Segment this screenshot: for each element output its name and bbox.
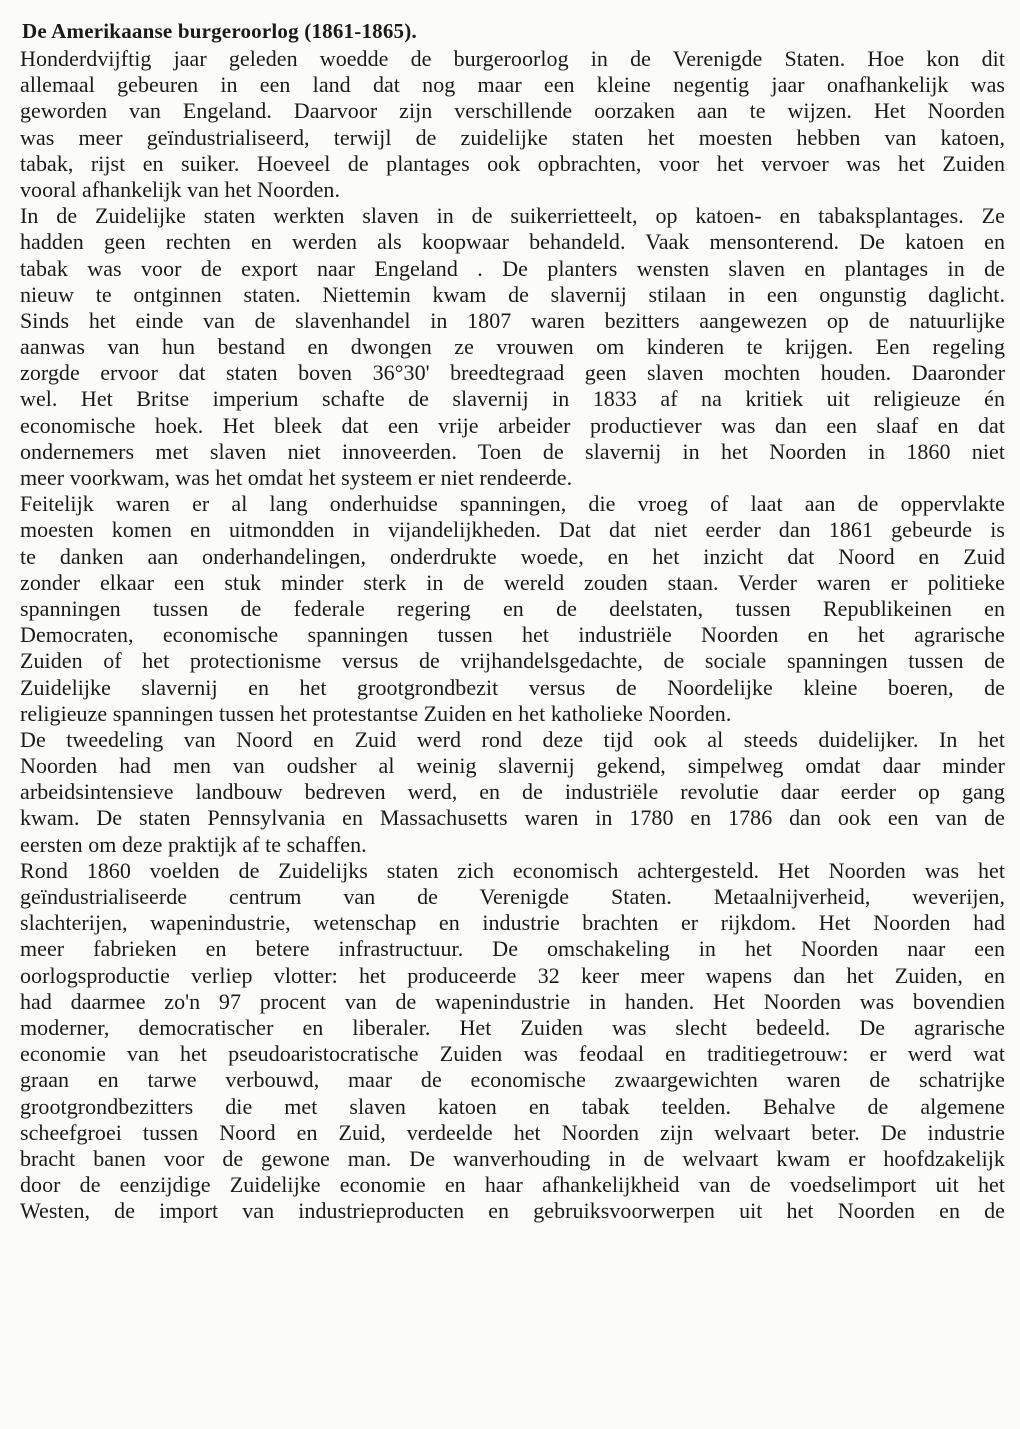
text-line: Zuiden of het protectionisme versus de vrijhandelsgedachte, de sociale spanningen tussen de [20, 648, 1005, 674]
document-title: De Amerikaanse burgeroorlog (1861-1865). [22, 19, 417, 43]
text-line: graan en tarwe verbouwd, maar de economische zwaargewichten waren de schatrijke [20, 1067, 1005, 1093]
text-line: had daarmee zo'n 97 procent van de wapenindustrie in handen. Het Noorden was bovendien [20, 988, 1005, 1014]
text-line: Noorden had men van oudsher al weinig slavernij gekend, simpelweg omdat daar minder [20, 753, 1005, 779]
text-line: zonder elkaar een stuk minder sterk in de wereld zouden staan. Verder waren er politieke [20, 569, 1005, 595]
text-line: Westen, de import van industrieproducten en gebruiksvoorwerpen uit het Noorden en de [20, 1198, 1005, 1224]
text-line: slachterijen, wapenindustrie, wetenschap en industrie brachten er rijkdom. Het Noorden had [20, 910, 1005, 936]
text-line: meer fabrieken en betere infrastructuur. De omschakeling in het Noorden naar een [20, 936, 1005, 962]
text-line: Feitelijk waren er al lang onderhuidse spanningen, die vroeg of laat aan de oppervlakte [20, 491, 1005, 517]
text-line: geworden van Engeland. Daarvoor zijn verschillende oorzaken aan te wijzen. Het Noorden [20, 98, 1005, 124]
text-line: Honderdvijftig jaar geleden woedde de burgeroorlog in de Verenigde Staten. Hoe kon dit [20, 46, 1005, 71]
text-line: tabak, rijst en suiker. Hoeveel de plantages ook opbrachten, voor het vervoer was het Zuiden [20, 150, 1005, 176]
text-line: tabak was voor de export naar Engeland . De planters wensten slaven en plantages in de [20, 255, 1005, 281]
text-line: Rond 1860 voelden de Zuidelijks staten zich economisch achtergesteld. Het Noorden was het [20, 857, 1005, 883]
text-line: hadden geen rechten en werden als koopwaar behandeld. Vaak mensonterend. De katoen en [20, 229, 1005, 255]
text-line: nieuw te ontginnen staten. Niettemin kwam de slavernij stilaan in een ongunstig daglicht. [20, 281, 1005, 307]
text-line: allemaal gebeuren in een land dat nog maar een kleine negentig jaar onafhankelijk was [20, 72, 1005, 98]
text-line: Sinds het einde van de slavenhandel in 1807 waren bezitters aangewezen op de natuurlijke [20, 307, 1005, 333]
document-body [20, 46, 1005, 1224]
text-line: door de eenzijdige Zuidelijke economie en haar afhankelijkheid van de voedselimport uit het [20, 1172, 1005, 1198]
text-line: geïndustrialiseerde centrum van de Verenigde Staten. Metaalnijverheid, weverijen, [20, 884, 1005, 909]
text-line: vooral afhankelijk van het Noorden. [20, 176, 341, 202]
text-line: economische hoek. Het bleek dat een vrije arbeider productiever was dan een slaaf en dat [20, 412, 1005, 438]
text-line: grootgrondbezitters die met slaven katoen en tabak teelden. Behalve de algemene [20, 1093, 1005, 1119]
text-line: was meer geïndustrialiseerd, terwijl de zuidelijke staten het moesten hebben van katoen, [20, 124, 1005, 150]
text-line: Democraten, economische spanningen tussen het industriële Noorden en het agrarische [20, 622, 1005, 648]
text-line: In de Zuidelijke staten werkten slaven in de suikerrietteelt, op katoen- en tabaksplantages. Ze [20, 203, 1005, 229]
text-line: Zuidelijke slavernij en het grootgrondbezit versus de Noordelijke kleine boeren, de [20, 674, 1005, 700]
text-line: spanningen tussen de federale regering en de deelstaten, tussen Republikeinen en [20, 595, 1005, 621]
text-line: arbeidsintensieve landbouw bedreven werd, en de industriële revolutie daar eerder op gang [20, 779, 1005, 805]
text-line: meer voorkwam, was het omdat het systeem er niet rendeerde. [20, 465, 573, 490]
text-line: moesten komen en uitmondden in vijandelijkheden. Dat dat niet eerder dan 1861 gebeurde is [20, 517, 1005, 543]
text-line: economie van het pseudoaristocratische Zuiden was feodaal en traditiegetrouw: er werd wat [20, 1041, 1005, 1067]
text-line: eersten om deze praktijk af te schaffen. [20, 831, 367, 857]
text-line: scheefgroei tussen Noord en Zuid, verdeelde het Noorden zijn welvaart beter. De industrie [20, 1119, 1005, 1145]
text-line: wel. Het Britse imperium schafte de slavernij in 1833 af na kritiek uit religieuze én [20, 386, 1005, 412]
text-line: moderner, democratischer en liberaler. Het Zuiden was slecht bedeeld. De agrarische [20, 1014, 1005, 1040]
text-line: kwam. De staten Pennsylvania en Massachusetts waren in 1780 en 1786 dan ook een van de [20, 805, 1005, 831]
text-line: bracht banen voor de gewone man. De wanverhouding in de welvaart kwam er hoofdzakelijk [20, 1145, 1005, 1171]
text-line: religieuze spanningen tussen het protestantse Zuiden en het katholieke Noorden. [20, 700, 732, 726]
text-line: oorlogsproductie verliep vlotter: het produceerde 32 keer meer wapens dan het Zuiden, en [20, 962, 1005, 988]
text-line: te danken aan onderhandelingen, onderdrukte woede, en het inzicht dat Noord en Zuid [20, 543, 1005, 569]
text-line: ondernemers met slaven niet innoveerden. Toen de slavernij in het Noorden in 1860 niet [20, 438, 1005, 464]
text-line: De tweedeling van Noord en Zuid werd rond deze tijd ook al steeds duidelijker. In het [20, 726, 1005, 752]
text-line: zorgde ervoor dat staten boven 36°30' breedtegraad geen slaven mochten houden. Daaronder [20, 360, 1005, 386]
text-line: aanwas van hun bestand en dwongen ze vrouwen om kinderen te krijgen. Een regeling [20, 334, 1005, 360]
